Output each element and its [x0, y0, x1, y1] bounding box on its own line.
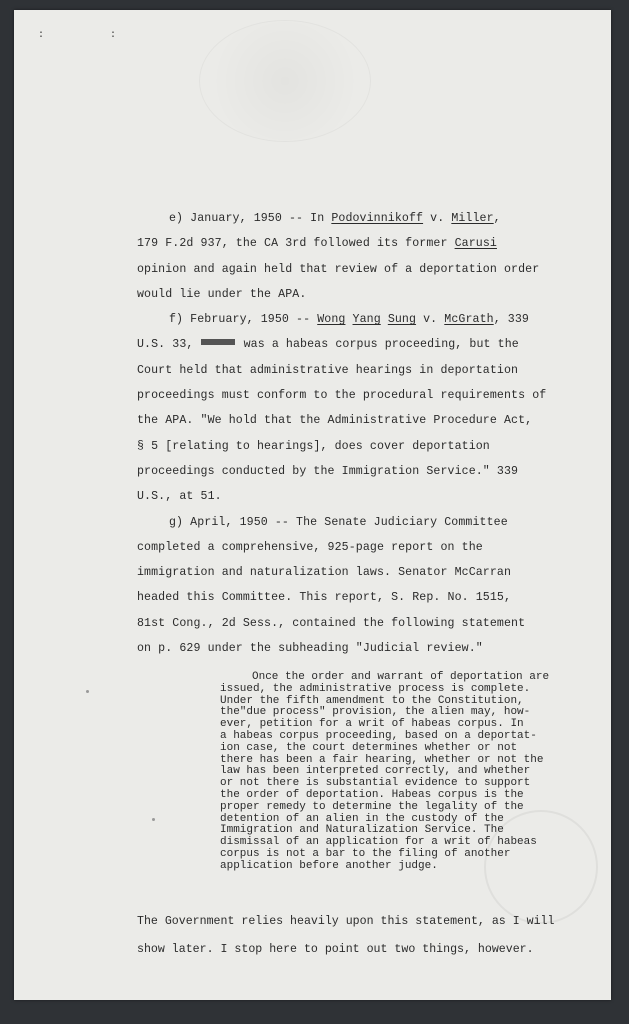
- paper-speck: [152, 818, 155, 821]
- para-f-line-4: proceedings must conform to the procedural requirements of: [137, 389, 547, 403]
- para-e-line-3: opinion and again held that review of a deportation order: [137, 262, 540, 276]
- quote-line: detention of an alien in the custody of the: [220, 812, 504, 825]
- closing-line-1: The Government relies heavily upon this statement, as I will: [137, 915, 555, 928]
- para-e-line-1: e) January, 1950 -- In Podovinnikoff v. Miller,: [169, 212, 501, 225]
- para-g-line-2: completed a comprehensive, 925-page report on the: [137, 540, 483, 554]
- quote-line: ion case, the court determines whether or not: [220, 741, 518, 754]
- para-g-line-3: immigration and naturalization laws. Senator McCarran: [137, 566, 512, 580]
- quote-line: Immigration and Naturalization Service. The: [220, 824, 504, 837]
- para-g-line-6: on p. 629 under the subheading "Judicial review.": [137, 642, 483, 656]
- quote-line: application before another judge.: [220, 859, 438, 872]
- block-quote: [220, 672, 582, 873]
- quote-line: the"due process" provision, the alien may, how-: [220, 706, 531, 719]
- main-text: [137, 206, 587, 661]
- para-f-line-8: U.S., at 51.: [137, 490, 222, 504]
- quote-line: a habeas corpus proceeding, based on a deportat-: [220, 729, 537, 742]
- case-name: Miller: [451, 212, 494, 225]
- quote-line: there has been a fair hearing, whether or not the: [220, 753, 544, 766]
- para-e-line-4: would lie under the APA.: [137, 287, 307, 301]
- paper-speck: [86, 690, 89, 693]
- quote-line: the order of deportation. Habeas corpus is the: [220, 788, 524, 801]
- quote-line: proper remedy to determine the legality of the: [220, 800, 524, 813]
- para-e-line-2: 179 F.2d 937, the CA 3rd followed its former Carusi: [137, 237, 497, 251]
- quote-line: corpus is not a bar to the filing of another: [220, 847, 511, 860]
- quote-line: Under the fifth amendment to the Constitution,: [220, 694, 524, 707]
- quote-line: issued, the administrative process is complete.: [220, 682, 531, 695]
- case-name: Carusi: [454, 237, 497, 251]
- case-name: Podovinnikoff: [331, 212, 424, 225]
- para-f-line-2: U.S. 33, was a habeas corpus proceeding, but the: [137, 338, 519, 352]
- case-name: Wong: [317, 313, 346, 327]
- quote-line: or not there is substantial evidence to support: [220, 777, 531, 790]
- quote-line: ever, petition for a writ of habeas corpus. In: [220, 718, 524, 731]
- para-g-line-5: 81st Cong., 2d Sess., contained the following statement: [137, 616, 526, 630]
- document-page: [14, 10, 611, 1000]
- case-name: Yang: [352, 313, 381, 327]
- para-f-line-1: f) February, 1950 -- Wong Yang Sung v. McGrath, 339: [169, 313, 529, 327]
- case-name: Sung: [387, 313, 417, 327]
- para-f-line-3: Court held that administrative hearings in deportation: [137, 363, 519, 377]
- para-f-line-5: the APA. "We hold that the Administrative Procedure Act,: [137, 414, 533, 428]
- para-g-line-1: g) April, 1950 -- The Senate Judiciary Committee: [169, 515, 508, 529]
- corner-marks: : :: [38, 30, 147, 41]
- quote-line: dismissal of an application for a writ of habeas: [220, 836, 537, 849]
- para-f-line-6: § 5 [relating to hearings], does cover deportation: [137, 439, 490, 453]
- quote-line: Once the order and warrant of deportation are: [252, 671, 550, 683]
- closing-paragraph: [137, 908, 587, 964]
- case-name: McGrath: [444, 313, 494, 327]
- closing-line-2: show later. I stop here to point out two things, however.: [137, 943, 534, 956]
- para-f-line-7: proceedings conducted by the Immigration Service." 339: [137, 464, 519, 478]
- struck-out-word: [201, 339, 235, 345]
- para-g-line-4: headed this Committee. This report, S. Rep. No. 1515,: [137, 591, 512, 605]
- quote-line: law has been interpreted correctly, and whether: [220, 765, 531, 778]
- seal-watermark: [199, 20, 371, 142]
